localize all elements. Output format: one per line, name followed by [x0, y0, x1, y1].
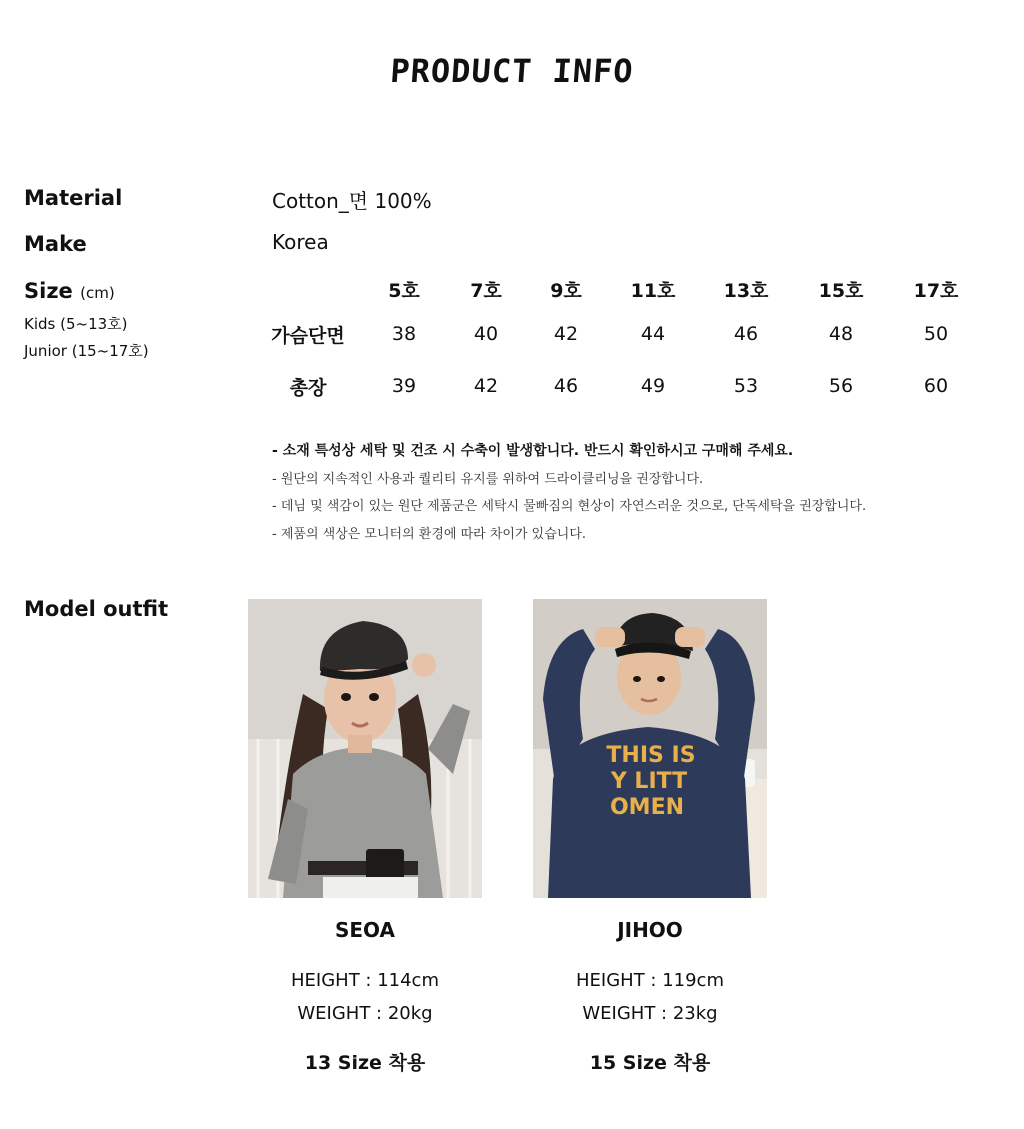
table-cell: 40: [473, 323, 499, 345]
size-kids-range: Kids (5~13호): [24, 315, 128, 333]
size-table: [258, 276, 986, 412]
care-notes: [272, 438, 866, 548]
model-size-worn: 13 Size 착용: [304, 1052, 426, 1074]
model-name: SEOA: [334, 918, 395, 942]
table-cell: 46: [733, 323, 759, 345]
size-col: 13호: [723, 280, 769, 302]
row-header-length: 총장: [289, 376, 327, 399]
table-cell: 44: [640, 323, 666, 345]
size-col: 9호: [550, 280, 582, 302]
table-cell: 48: [828, 323, 854, 345]
table-cell: 38: [391, 323, 417, 345]
model-photo-jihoo: [533, 599, 767, 898]
size-table-corner: [258, 276, 358, 308]
table-row: [258, 308, 986, 360]
table-cell: 39: [391, 375, 417, 397]
table-cell: 60: [923, 375, 949, 397]
size-junior-range: Junior (15~17호): [24, 342, 149, 360]
size-col: 17호: [913, 280, 959, 302]
make-value: Korea: [272, 230, 329, 254]
size-label-text: Size: [24, 279, 73, 303]
size-col: 11호: [630, 280, 676, 302]
model-weight: WEIGHT : 20kg: [297, 1003, 433, 1024]
care-note-warning: - 소재 특성상 세탁 및 건조 시 수축이 발생합니다. 반드시 확인하시고 구매해 주세요.: [272, 443, 794, 459]
table-cell: 42: [473, 375, 499, 397]
make-label: Make: [24, 232, 87, 256]
shirt-print: [606, 743, 695, 820]
shirt-print-line: Y LITT: [610, 769, 688, 794]
jihoo-photo-image: [533, 599, 767, 898]
model-name: JIHOO: [617, 918, 683, 942]
table-cell: 42: [553, 323, 579, 345]
care-note: - 데님 및 색감이 있는 원단 제품군은 세탁시 물빠짐의 현상이 자연스러운 것으로, 단독세탁을 권장합니다.: [272, 499, 867, 514]
shirt-print-line: OMEN: [609, 795, 685, 820]
size-col: 5호: [388, 280, 420, 302]
page-title: PRODUCT INFO: [389, 52, 635, 90]
material-label: Material: [24, 186, 123, 210]
table-cell: 46: [553, 375, 579, 397]
model-height: HEIGHT : 119cm: [576, 970, 724, 991]
care-note: - 제품의 색상은 모니터의 환경에 따라 차이가 있습니다.: [272, 526, 587, 542]
table-row: [258, 360, 986, 412]
model-size-worn: 15 Size 착용: [589, 1052, 711, 1074]
size-table-header: [258, 276, 986, 308]
size-col: 7호: [470, 280, 502, 302]
model-photo-seoa: [248, 599, 482, 898]
row-header-chest: 가슴단면: [271, 324, 345, 347]
table-cell: 49: [640, 375, 666, 397]
model-info-seoa: [248, 918, 482, 1075]
material-value: Cotton_면 100%: [272, 189, 432, 213]
table-cell: 50: [923, 323, 949, 345]
seoa-photo-image: [248, 599, 482, 898]
model-weight: WEIGHT : 23kg: [582, 1003, 718, 1024]
table-cell: 53: [733, 375, 759, 397]
care-note: - 원단의 지속적인 사용과 퀄리티 유지를 위하여 드라이클리닝을 권장합니다.: [272, 471, 704, 487]
table-cell: 56: [828, 375, 854, 397]
shirt-print-line: THIS IS: [606, 743, 696, 768]
model-height: HEIGHT : 114cm: [291, 970, 439, 991]
model-outfit-label: Model outfit: [24, 597, 169, 621]
model-info-jihoo: [533, 918, 767, 1075]
size-label: [24, 279, 115, 303]
size-col: 15호: [818, 280, 864, 302]
size-unit: (cm): [80, 284, 115, 302]
